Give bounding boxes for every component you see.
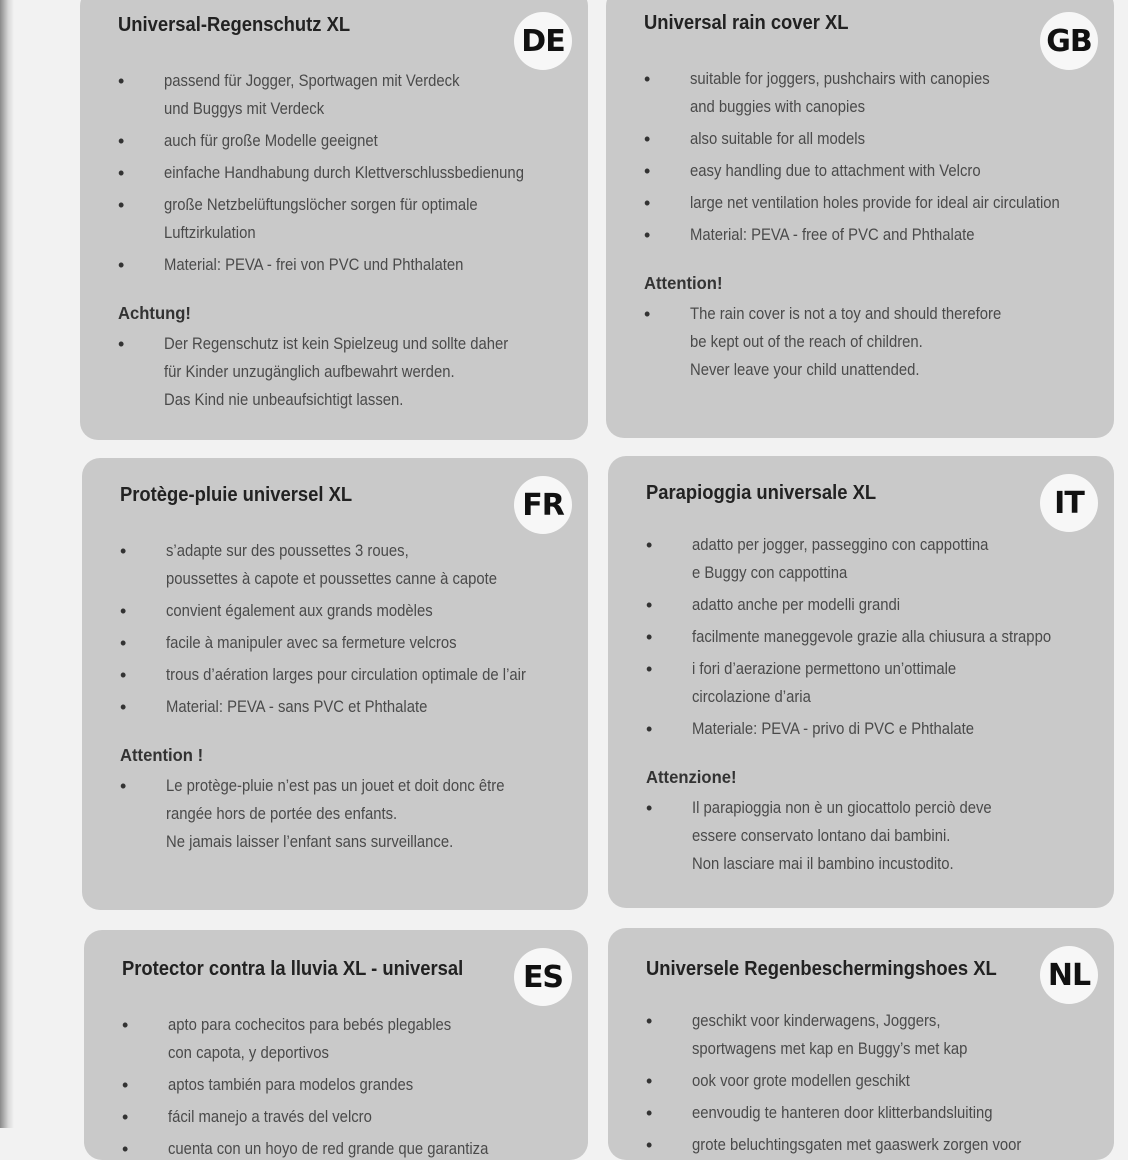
list-item: • Material: PEVA - free of PVC and Phthalate [644,221,1114,249]
warning-item: • Der Regenschutz ist kein Spielzeug und sollte daher für Kinder unzugänglich aufbewahrt werden. Das Kind nie unbeaufsichtigt lassen. [118,330,588,414]
warning-list-fr [120,772,588,856]
list-item: • i fori d’aerazione permettono un’ottimale circolazione d’aria [646,655,1114,711]
list-item: • geschikt voor kinderwagens, Joggers, sportwagens met kap en Buggy’s met kap [646,1007,1114,1063]
warning-item: • Le protège-pluie n’est pas un jouet et doit donc être rangée hors de portée des enfants. Ne jamais laisser l’enfant sans surveillance. [120,772,588,856]
section-title-it: Parapioggia universale XL [646,482,877,504]
list-item: • also suitable for all models [644,125,1114,153]
list-item: • eenvoudig te hanteren door klitterbandsluiting [646,1099,1114,1127]
language-badge-nl: NL [1040,946,1098,1004]
section-gb [606,0,1114,438]
feature-list-gb [644,65,1114,249]
list-item: • adatto anche per modelli grandi [646,591,1114,619]
list-item: • cuenta con un hoyo de red grande que garantiza [122,1135,588,1160]
section-it [608,456,1114,908]
language-badge-fr: FR [514,476,572,534]
warning-item: • The rain cover is not a toy and should therefore be kept out of the reach of children. Never leave your child unattended. [644,300,1114,384]
warning-list-gb [644,300,1114,384]
list-item: • große Netzbelüftungslöcher sorgen für optimale Luftzirkulation [118,191,588,247]
list-item: • passend für Jogger, Sportwagen mit Verdeck und Buggys mit Verdeck [118,67,588,123]
warning-heading-de: Achtung! [118,303,191,323]
list-item: • large net ventilation holes provide for ideal air circulation [644,189,1114,217]
list-item: • adatto per jogger, passeggino con cappottina e Buggy con cappottina [646,531,1114,587]
feature-list-it [646,531,1114,743]
section-title-gb: Universal rain cover XL [644,12,849,34]
list-item: • grote beluchtingsgaten met gaaswerk zorgen voor [646,1131,1114,1159]
list-item: • aptos también para modelos grandes [122,1071,588,1099]
language-badge-es: ES [514,948,572,1006]
section-es [84,930,588,1160]
list-item: • convient également aux grands modèles [120,597,588,625]
list-item: • suitable for joggers, pushchairs with canopies and buggies with canopies [644,65,1114,121]
warning-heading-gb: Attention! [644,273,723,293]
warning-heading-fr: Attention ! [120,745,204,765]
feature-list-es [122,1011,588,1160]
section-title-fr: Protège-pluie universel XL [120,484,353,506]
list-item: • fácil manejo a través del velcro [122,1103,588,1131]
list-item: • ook voor grote modellen geschikt [646,1067,1114,1095]
warning-heading-it: Attenzione! [646,767,737,787]
warning-list-it [646,794,1114,878]
list-item: • easy handling due to attachment with Velcro [644,157,1114,185]
feature-list-nl [646,1007,1114,1159]
list-item: • facilmente maneggevole grazie alla chiusura a strappo [646,623,1114,651]
section-de [80,0,588,440]
feature-list-fr [120,537,588,721]
list-item: • trous d’aération larges pour circulation optimale de l’air [120,661,588,689]
list-item: • s’adapte sur des poussettes 3 roues, poussettes à capote et poussettes canne à capote [120,537,588,593]
language-badge-it: IT [1040,474,1098,532]
feature-list-de [118,67,588,279]
section-nl [608,928,1114,1160]
list-item: • einfache Handhabung durch Klettverschlussbedienung [118,159,588,187]
section-fr [82,458,588,910]
list-item: • facile à manipuler avec sa fermeture velcros [120,629,588,657]
section-title-de: Universal-Regenschutz XL [118,14,351,36]
warning-list-de [118,330,588,414]
list-item: • Material: PEVA - frei von PVC und Phthalaten [118,251,588,279]
list-item: • Materiale: PEVA - privo di PVC e Phthalate [646,715,1114,743]
page-edge-shadow [0,0,14,1128]
list-item: • auch für große Modelle geeignet [118,127,588,155]
language-badge-gb: GB [1040,12,1098,70]
section-title-nl: Universele Regenbeschermingshoes XL [646,958,997,980]
list-item: • apto para cochecitos para bebés plegables con capota, y deportivos [122,1011,588,1067]
section-title-es: Protector contra la lluvia XL - universal [122,958,464,980]
list-item: • Material: PEVA - sans PVC et Phthalate [120,693,588,721]
warning-item: • Il parapioggia non è un giocattolo perciò deve essere conservato lontano dai bambini. Non lasciare mai il bambino incustodito. [646,794,1114,878]
language-badge-de: DE [514,12,572,70]
